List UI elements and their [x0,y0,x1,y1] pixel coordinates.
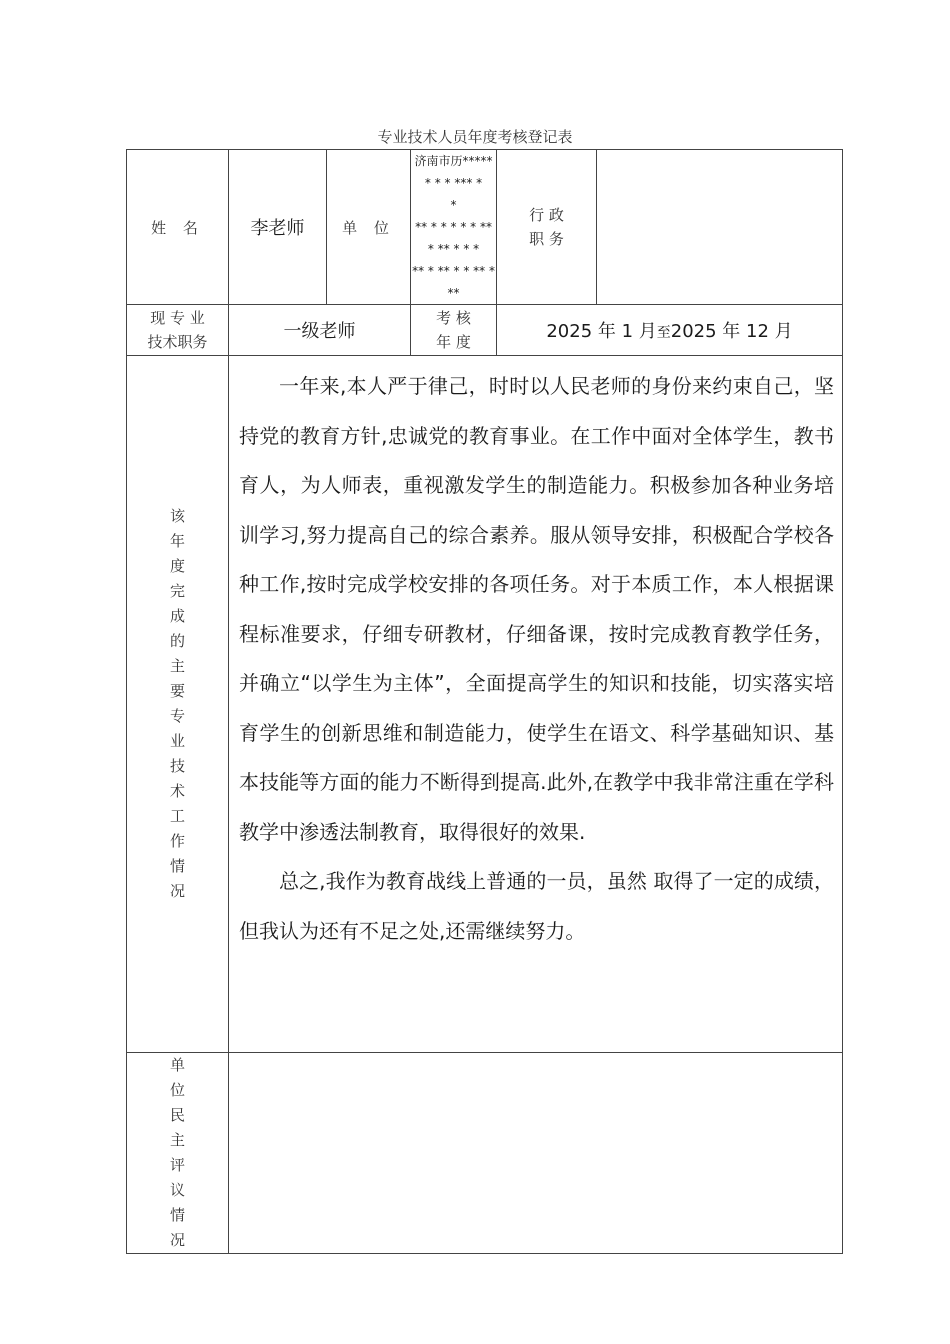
work-summary-label: 该 年 度 完 成 的 主 要 专 业 技 术 工 作 情 况 [127,356,229,1053]
assessment-form-table [126,149,843,1254]
form-title: 专业技术人员年度考核登记表 [377,128,573,146]
assessment-period-value: 2025 年 1 月至2025 年 12 月 [497,305,843,356]
position-value [597,150,843,305]
unit-label: 单 位 [327,150,411,305]
summary-paragraph: 总之,我作为教育战线上普通的一员，虽然 取得了一定的成绩，但我认为还有不足之处,还需继续努力。 [239,869,835,943]
row-basic-info [127,150,843,305]
evaluation-content [229,1053,843,1254]
work-summary-content [229,356,843,1053]
tech-title-value: 一级老师 [229,305,411,356]
position-label: 行 政 职 务 [497,150,597,305]
row-title-period [127,305,843,356]
row-democratic-evaluation [127,1053,843,1254]
evaluation-label: 单 位 民 主 评 议 情 况 [127,1053,229,1254]
unit-value: 济南市历***** * * * *** * * ** * * * * * ** * ** * * * ** * ** * * ** * ** [411,150,497,305]
assessment-year-label: 考 核 年 度 [411,305,497,356]
name-label: 姓 名 [127,150,229,305]
tech-title-label: 现 专 业 技术职务 [127,305,229,356]
row-work-summary [127,356,843,1053]
summary-paragraph: 一年来,本人严于律己，时时以人民老师的身份来约束自己，坚持党的教育方针,忠诚党的教育事业。在工作中面对全体学生，教书育人，为人师表，重视激发学生的制造能力。积极参加各种业务培训学习,努力提高自己的综合素养。服从领导安排，积极配合学校各种工作,按时完成学校安排的各项任务。对于本质工作，本人根据课程标准要求，仔细专研教材，仔细备课，按时完成教育教学任务，并确立“以学生为主体”，全面提高学生的知识和技能，切实落实培育学生的创新思维和制造能力，使学生在语文、科学基础知识、基本技能等方面的能力不断得到提高.此外,在教学中我非常注重在学科教学中渗透法制教育，取得很好的效果. [239,374,835,844]
name-value: 李老师 [229,150,327,305]
